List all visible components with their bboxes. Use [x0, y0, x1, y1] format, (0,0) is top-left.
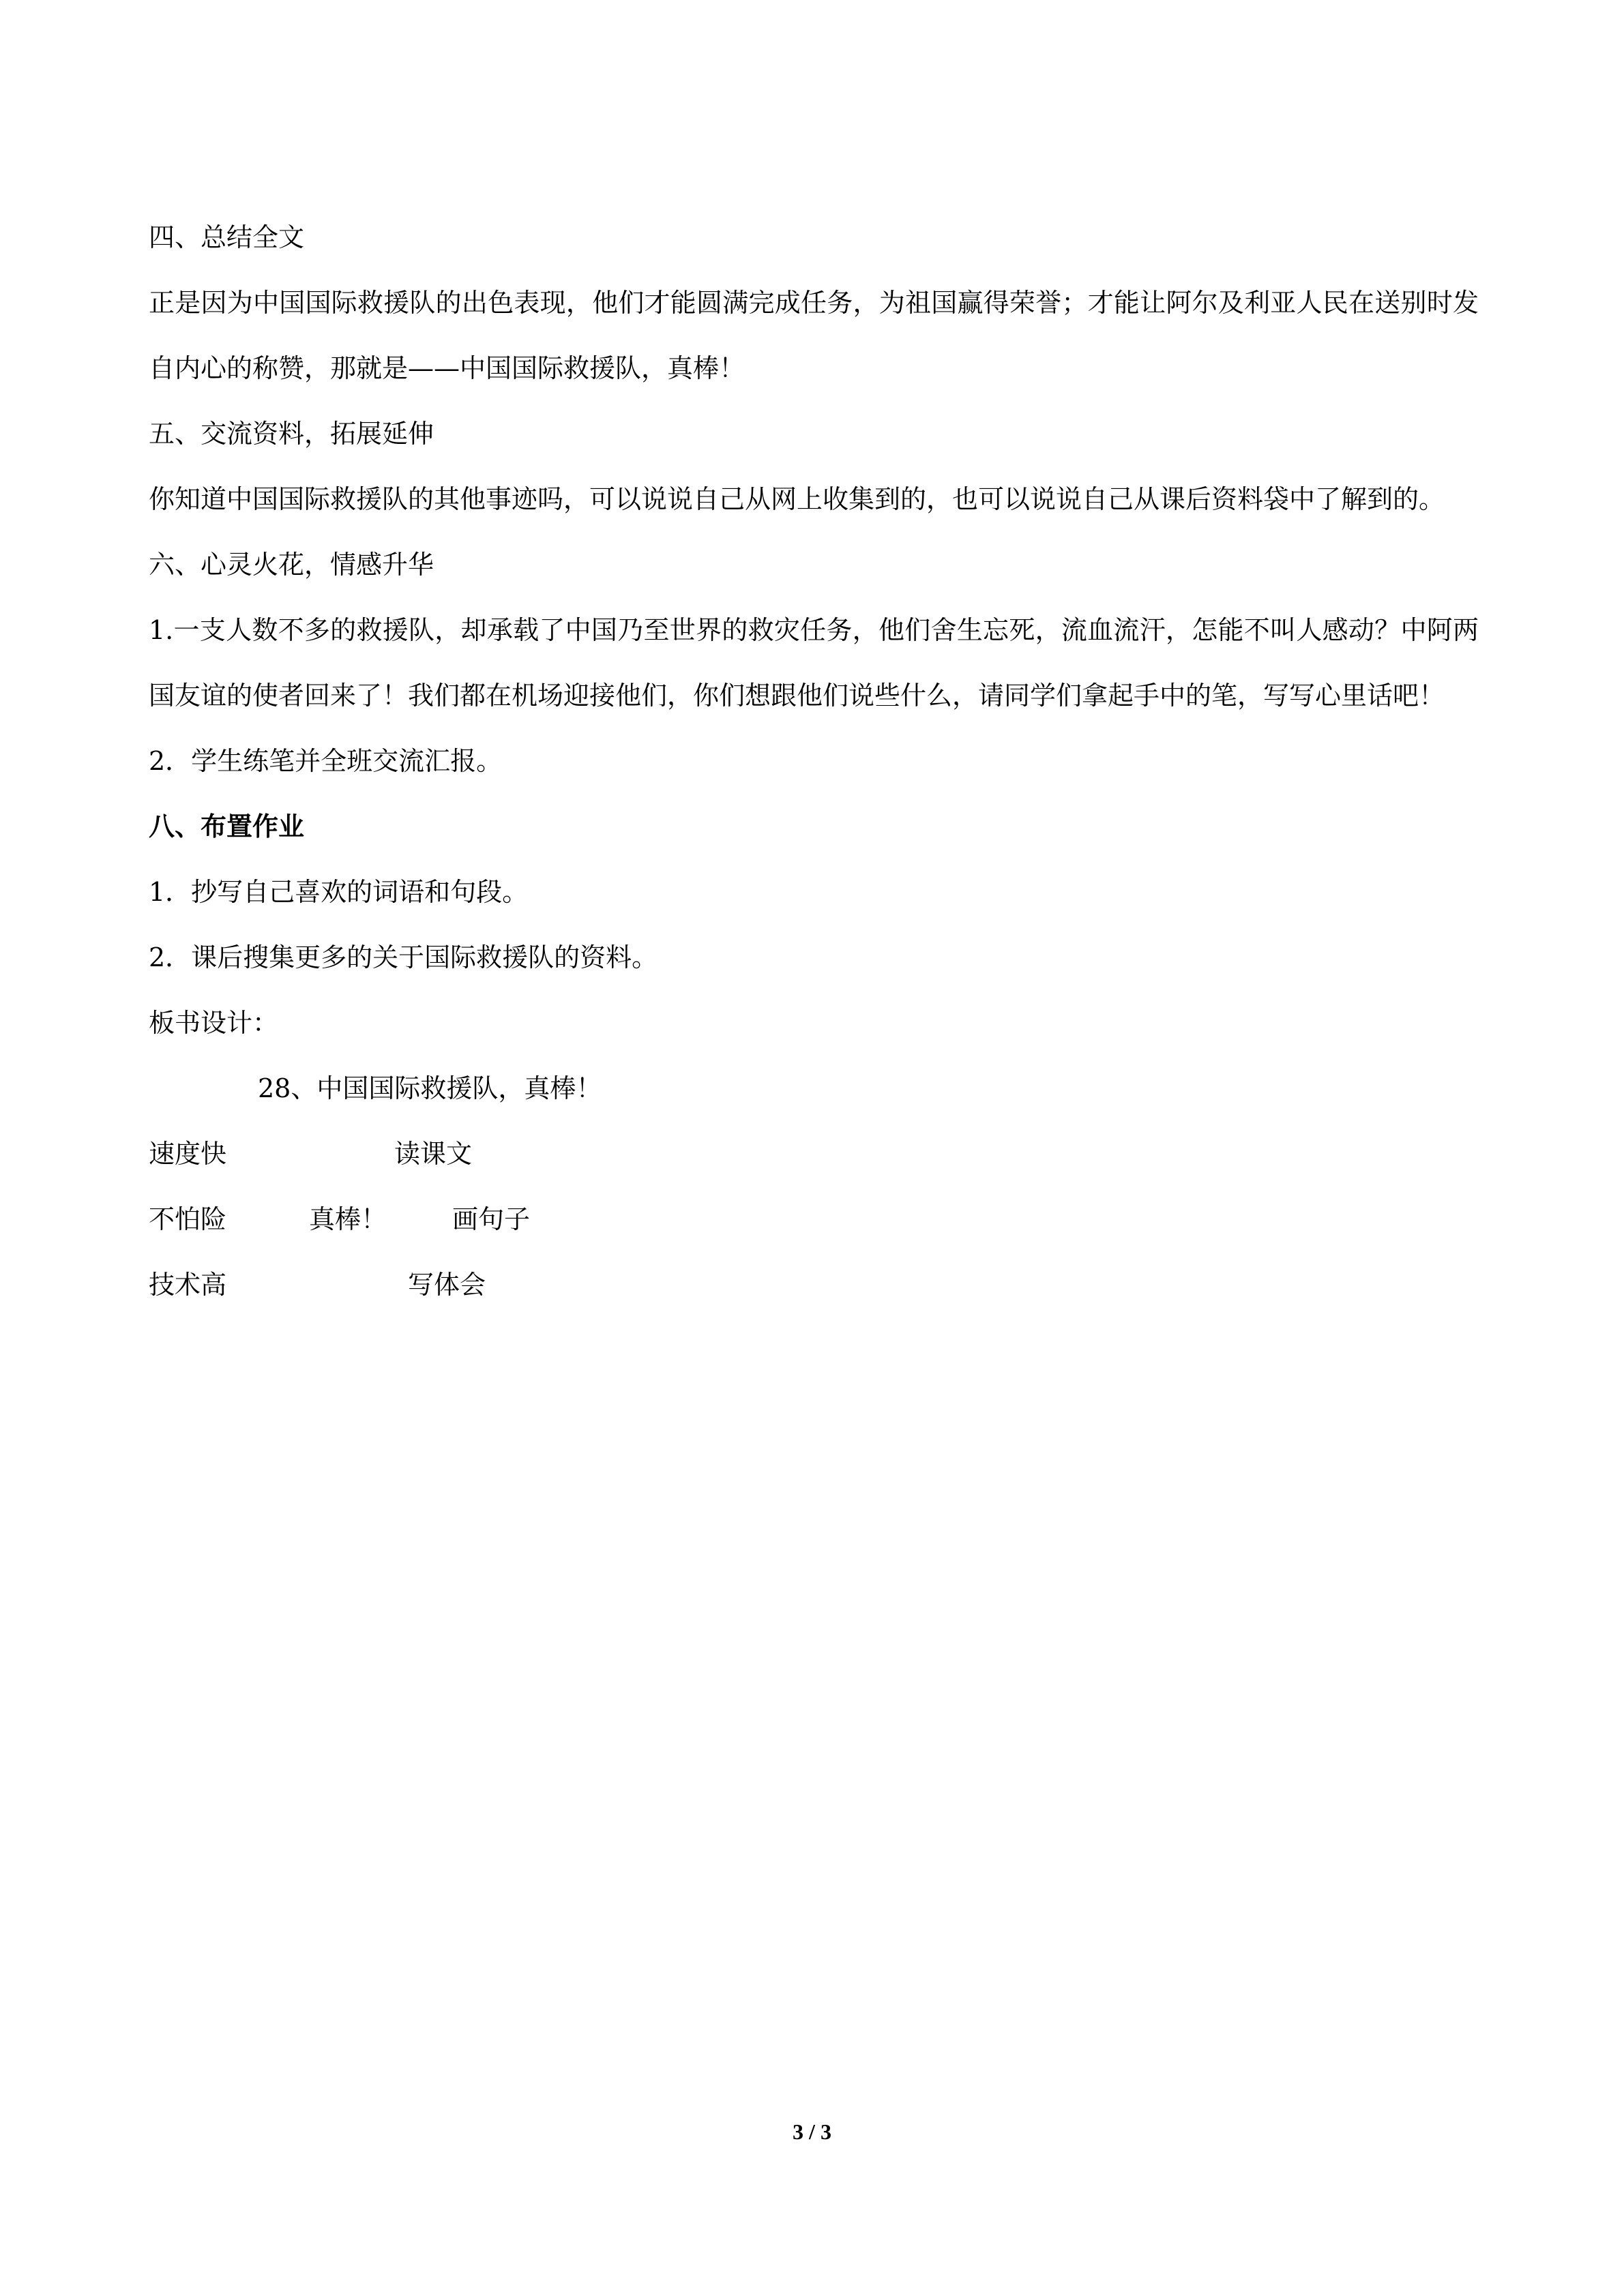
- board-row-3: [149, 1252, 1479, 1317]
- board-row-2-mid: 真棒！: [309, 1204, 387, 1234]
- section-heading-spark: 六、心灵火花，情感升华: [149, 550, 434, 580]
- section-item-spark-1: 1.一支人数不多的救援队，却承载了中国乃至世界的救灾任务，他们舍生忘死，流血流汗，怎能不叫人感动？中阿两国友谊的使者回来了！我们都在机场迎接他们，你们想跟他们说些什么，请同学们拿起手中的笔，写写心里话吧！: [149, 615, 1479, 711]
- board-design-label: 板书设计：: [149, 1008, 279, 1038]
- board-row-3-left: 技术高: [149, 1270, 227, 1300]
- document-body: [149, 205, 1479, 1317]
- section-item-spark-2: 2．学生练笔并全班交流汇报。: [149, 746, 503, 776]
- board-row-1: [149, 1121, 1479, 1187]
- page-number: 3 / 3: [793, 2119, 831, 2144]
- board-row-1-right: 读课文: [394, 1139, 473, 1169]
- board-row-1-left: 速度快: [149, 1139, 227, 1169]
- board-row-2-right: 画句子: [452, 1204, 531, 1234]
- section-heading-exchange: 五、交流资料，拓展延伸: [149, 419, 434, 449]
- section-item-homework-2: 2．课后搜集更多的关于国际救援队的资料。: [149, 942, 658, 972]
- board-row-2-left: 不怕险: [149, 1204, 227, 1234]
- board-row-2: [149, 1187, 1479, 1252]
- section-item-homework-1: 1．抄写自己喜欢的词语和句段。: [149, 877, 529, 907]
- section-heading-summary: 四、总结全文: [149, 222, 305, 252]
- section-heading-homework: 八、布置作业: [149, 811, 305, 841]
- section-text-summary: 正是因为中国国际救援队的出色表现，他们才能圆满完成任务，为祖国赢得荣誉；才能让阿尔及利亚人民在送别时发自内心的称赞，那就是——中国国际救援队，真棒！: [149, 288, 1479, 383]
- section-text-exchange: 你知道中国国际救援队的其他事迹吗，可以说说自己从网上收集到的，也可以说说自己从课后资料袋中了解到的。: [149, 484, 1445, 514]
- board-design-title: 28、中国国际救援队，真棒！: [258, 1073, 602, 1103]
- board-row-3-right: 写体会: [408, 1270, 486, 1300]
